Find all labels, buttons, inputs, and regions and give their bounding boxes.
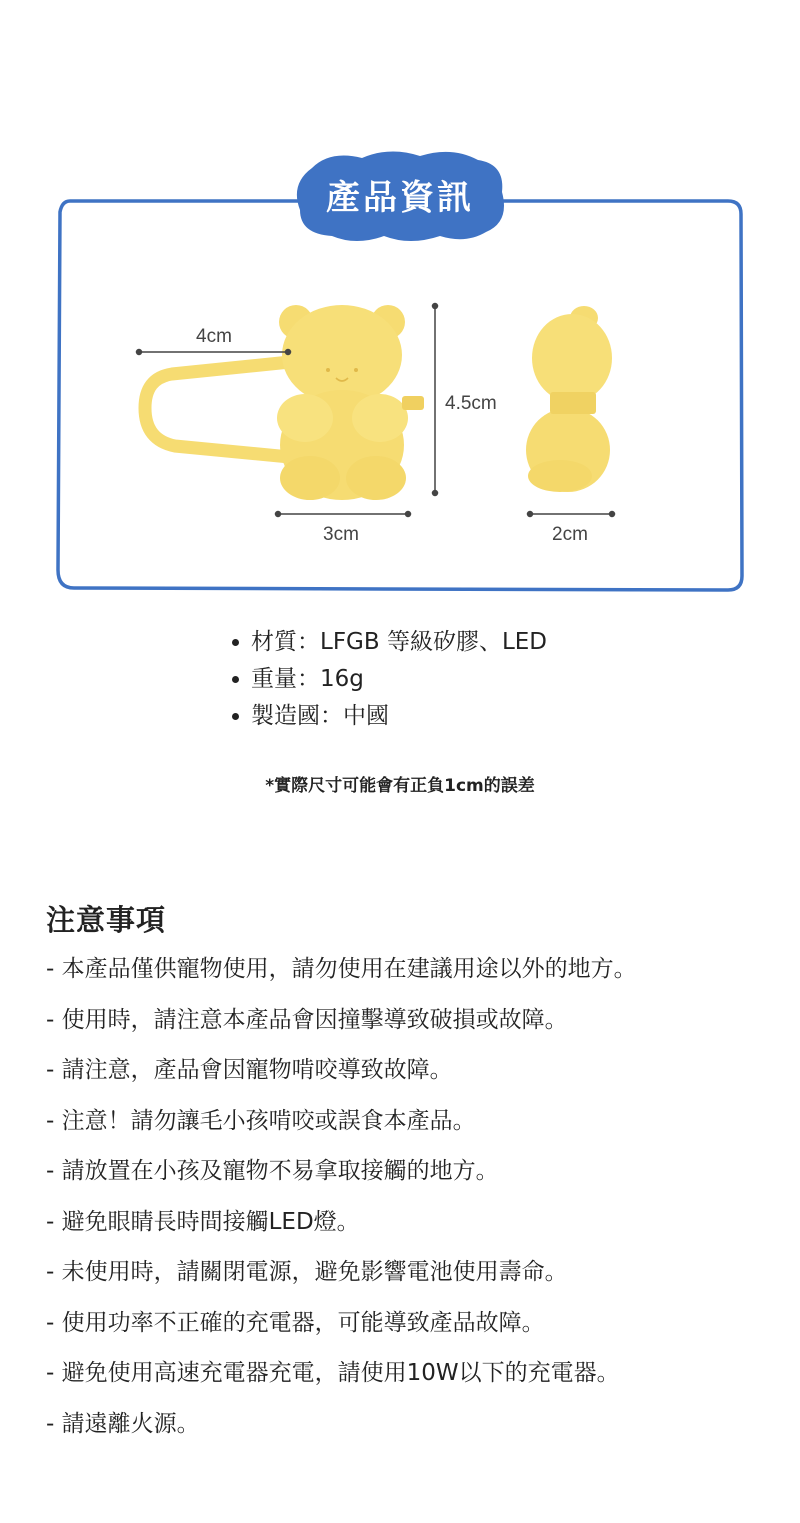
dimension-depth-label: 2cm [552,524,588,545]
caution-item: - 避免眼睛長時間接觸LED燈。 [46,1208,360,1235]
caution-item: - 本產品僅供寵物使用，請勿使用在建議用途以外的地方。 [46,956,637,982]
spec-text: 重量：16g [251,666,364,692]
dimension-width-label: 3cm [323,524,359,545]
bullet-icon [232,676,239,683]
product-side-view [526,306,612,492]
product-info-illustration [0,0,800,600]
caution-title: 注意事項 [46,903,167,937]
caution-item: - 未使用時，請關閉電源，避免影響電池使用壽命。 [46,1259,568,1285]
spec-item-weight [228,661,547,698]
caution-list [46,944,637,1449]
spec-text: 材質：LFGB 等級矽膠、LED [251,629,548,655]
spec-list [228,624,547,735]
size-tolerance-note: *實際尺寸可能會有正負1cm的誤差 [265,776,535,796]
bullet-icon [232,713,239,720]
caution-item: - 請放置在小孩及寵物不易拿取接觸的地方。 [46,1158,499,1184]
caution-item: - 請注意，產品會因寵物啃咬導致故障。 [46,1057,453,1083]
caution-item: - 注意！請勿讓毛小孩啃咬或誤食本產品。 [46,1107,476,1134]
info-frame [58,201,742,590]
caution-item: - 使用時，請注意本產品會因撞擊導致破損或故障。 [46,1006,568,1033]
spec-item-material [228,624,547,661]
bullet-icon [232,639,239,646]
caution-item: - 請遠離火源。 [46,1410,200,1437]
caution-item: - 避免使用高速充電器充電，請使用10W以下的充電器。 [46,1360,620,1386]
product-front-view [145,305,424,500]
caution-item: - 使用功率不正確的充電器，可能導致產品故障。 [46,1309,545,1336]
spec-text: 製造國：中國 [251,703,389,729]
dimension-cable-length-label: 4cm [196,326,232,347]
dimension-height-label: 4.5cm [445,393,497,414]
spec-item-origin [228,698,547,735]
product-info-title: 產品資訊 [326,177,474,218]
